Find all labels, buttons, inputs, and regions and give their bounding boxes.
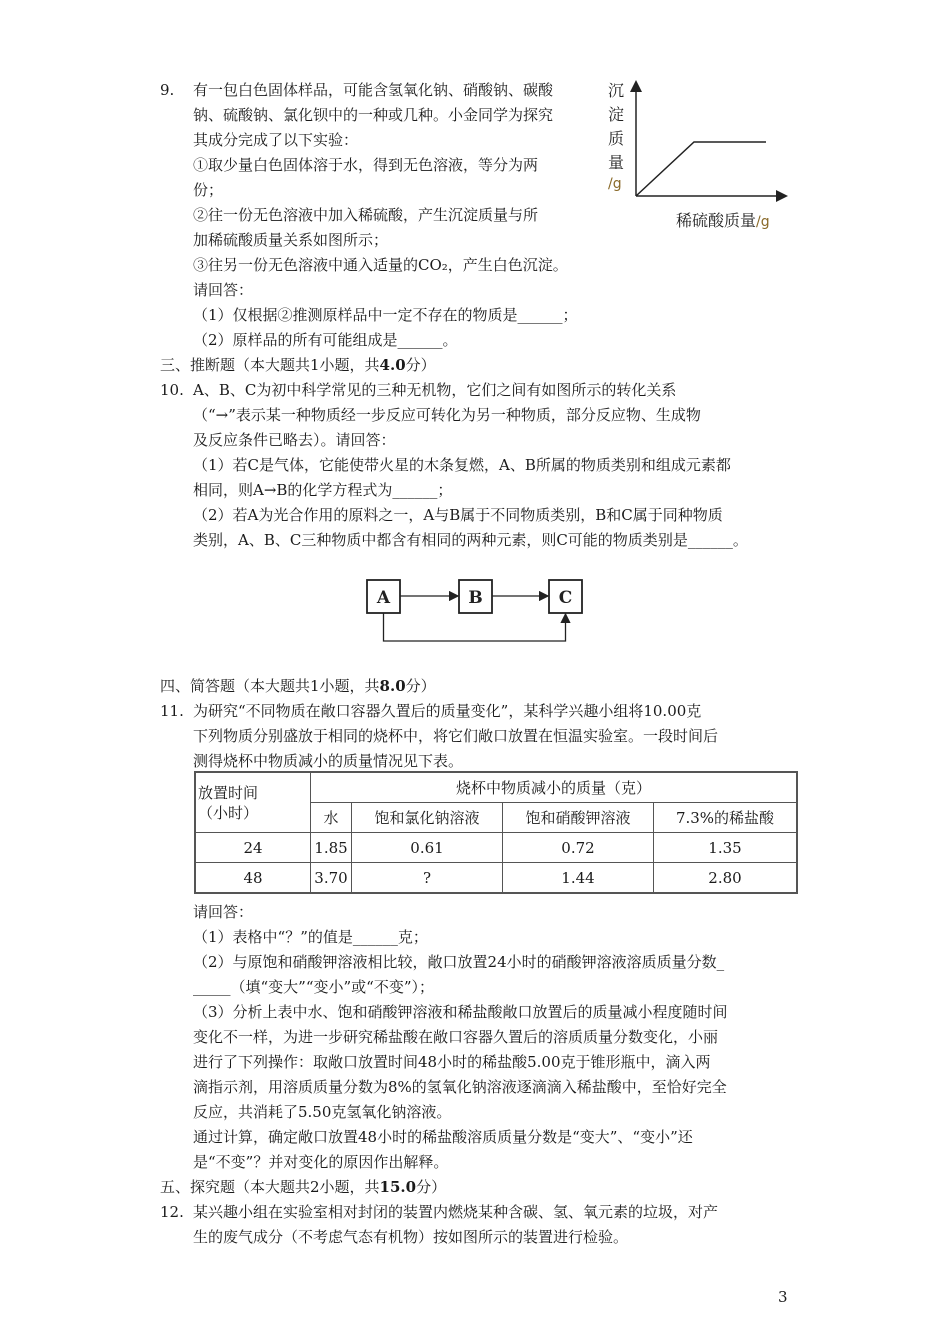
section-5-title: 五、探究题（本大题共2小题，共 — [160, 1178, 380, 1196]
col-header-hcl: 7.3%的稀盐酸 — [654, 803, 797, 833]
x-unit: /g — [756, 214, 770, 230]
q10-line-1: A、B、C为初中科学常见的三种无机物，它们之间有如图所示的转化关系 — [193, 381, 677, 399]
q11-after-line-10: 通过计算，确定敞口放置48小时的稀盐酸溶质质量分数是“变大”、“变小”还 — [193, 1128, 693, 1146]
q10-number: 10. — [160, 381, 184, 399]
q12-number: 12. — [160, 1203, 184, 1221]
q11-after-line-7: 进行了下列操作：取敞口放置时间48小时的稀盐酸5.00克于锥形瓶中，滴入两 — [193, 1053, 711, 1071]
q10-line-7: 类别，A、B、C三种物质中都含有相同的两种元素，则C可能的物质类别是______。 — [193, 531, 748, 549]
q11-question-1: （1）表格中“？”的值是______克； — [193, 928, 428, 946]
table-row — [196, 833, 797, 863]
table-header-row-1 — [196, 773, 797, 803]
q11-after-line-1: 请回答： — [193, 903, 254, 921]
time-header-line-2: （小时） — [198, 803, 259, 822]
precipitate-graph — [604, 78, 794, 238]
box-c-label: C — [558, 588, 573, 608]
q9-number: 9. — [160, 81, 175, 99]
box-a-label: A — [376, 588, 391, 608]
section-4-title: 四、简答题（本大题共1小题，共 — [160, 677, 380, 695]
col-header-kno3: 饱和硝酸钾溶液 — [503, 803, 654, 833]
q9-line-5: 份； — [193, 181, 224, 199]
q9-line-3: 其成分完成了以下实验： — [193, 131, 359, 149]
x-label-text: 稀硫酸质量 — [676, 211, 757, 230]
table-cell: 1.85 — [311, 833, 352, 863]
section-4-suffix: 分） — [405, 677, 436, 695]
q12-line-2: 生的废气成分（不考虑气态有机物）按如图所示的装置进行检验。 — [193, 1228, 629, 1246]
q10-question-1: （1）若C是气体，它能使带火星的木条复燃，A、B所属的物质类别和组成元素都 — [193, 456, 731, 474]
q11-number: 11. — [160, 702, 184, 720]
section-5-score: 15.0 — [379, 1178, 417, 1196]
section-3-title: 三、推断题（本大题共1小题，共 — [160, 356, 380, 374]
q9-line-4: ①取少量白色固体溶于水，得到无色溶液，等分为两 — [193, 156, 539, 174]
table-cell: 1.35 — [654, 833, 797, 863]
q10-line-2: （“→”表示某一种物质经一步反应可转化为另一种物质，部分反应物、生成物 — [193, 406, 701, 424]
box-b-label: B — [468, 588, 483, 608]
q11-after-line-9: 反应，共消耗了5.50克氢氧化钠溶液。 — [193, 1103, 452, 1121]
time-header — [196, 773, 311, 833]
y-label-char-3: 质 — [608, 129, 625, 148]
conversion-diagram-svg — [360, 575, 590, 650]
page-number: 3 — [778, 1288, 788, 1306]
table-cell: 0.72 — [503, 833, 654, 863]
section-5-heading — [160, 1177, 446, 1197]
q9-question-2: （2）原样品的所有可能组成是______。 — [193, 331, 458, 349]
q12-line-1: 某兴趣小组在实验室相对封闭的装置内燃烧某种含碳、氢、氧元素的垃圾，对产 — [193, 1203, 719, 1221]
q11-after-line-11: 是“不变”？并对变化的原因作出解释。 — [193, 1153, 449, 1171]
q9-line-2: 钠、硫酸钠、氯化钡中的一种或几种。小金同学为探究 — [193, 106, 554, 124]
y-label-char-2: 淀 — [608, 105, 625, 124]
q9-line-9: 请回答： — [193, 281, 254, 299]
q10-line-5: 相同，则A→B的化学方程式为______； — [193, 481, 453, 499]
q11-after-line-8: 滴指示剂，用溶质质量分数为8%的氢氧化钠溶液逐滴滴入稀盐酸中，至恰好完全 — [193, 1078, 727, 1096]
q11-line-3: 测得烧杯中物质减小的质量情况见下表。 — [193, 752, 464, 770]
q9-question-1: （1）仅根据②推测原样品中一定不存在的物质是______； — [193, 306, 578, 324]
q9-line-8: ③往另一份无色溶液中通入适量的CO₂，产生白色沉淀。 — [193, 256, 568, 274]
q11-after-line-4: _____（填“变大”“变小”或“不变”）； — [193, 978, 435, 996]
arrow-a-to-c — [384, 613, 566, 641]
table-cell: 3.70 — [311, 863, 352, 893]
table-cell: 2.80 — [654, 863, 797, 893]
q9-line-7: 加稀硫酸质量关系如图所示； — [193, 231, 389, 249]
x-label — [676, 211, 770, 230]
section-4-score: 8.0 — [379, 677, 406, 695]
group-header: 烧杯中物质减小的质量（克） — [311, 773, 797, 803]
section-3-heading — [160, 355, 436, 375]
q11-question-2: （2）与原饱和硝酸钾溶液相比较，敞口放置24小时的硝酸钾溶液溶质质量分数_ — [193, 953, 725, 971]
section-3-suffix: 分） — [405, 356, 436, 374]
mass-loss-table — [195, 772, 797, 893]
time-header-line-1: 放置时间 — [198, 783, 259, 802]
q11-line-2: 下列物质分别盛放于相同的烧杯中，将它们敞口放置在恒温实验室。一段时间后 — [193, 727, 719, 745]
col-header-nacl: 饱和氯化钠溶液 — [352, 803, 503, 833]
section-4-heading — [160, 676, 436, 696]
table-cell: 1.44 — [503, 863, 654, 893]
table-cell: 0.61 — [352, 833, 503, 863]
y-unit: /g — [608, 176, 622, 192]
q11-question-3: （3）分析上表中水、饱和硝酸钾溶液和稀盐酸敞口放置后的质量减小程度随时间 — [193, 1003, 728, 1021]
q11-after-line-6: 变化不一样，为进一步研究稀盐酸在敞口容器久置后的溶质质量分数变化，小丽 — [193, 1028, 719, 1046]
section-3-score: 4.0 — [379, 356, 406, 374]
q11-line-1: 为研究“不同物质在敞口容器久置后的质量变化”，某科学兴趣小组将10.00克 — [193, 702, 702, 720]
y-label-char-4: 量 — [608, 153, 625, 172]
q10-line-3: 及反应条件已略去）。请回答： — [193, 431, 396, 449]
y-label-char-1: 沉 — [608, 81, 625, 100]
table-cell: ? — [352, 863, 503, 893]
q10-question-2: （2）若A为光合作用的原料之一，A与B属于不同物质类别，B和C属于同种物质 — [193, 506, 723, 524]
section-5-suffix: 分） — [416, 1178, 447, 1196]
conversion-diagram — [360, 575, 590, 650]
table-row — [196, 863, 797, 893]
col-header-water: 水 — [311, 803, 352, 833]
precipitate-graph-svg — [604, 78, 794, 238]
q9-line-6: ②往一份无色溶液中加入稀硫酸，产生沉淀质量与所 — [193, 206, 539, 224]
table-cell: 24 — [196, 833, 311, 863]
q9-line-1: 有一包白色固体样品，可能含氢氧化钠、硝酸钠、碳酸 — [193, 81, 554, 99]
precipitate-curve — [636, 142, 766, 196]
table-cell: 48 — [196, 863, 311, 893]
